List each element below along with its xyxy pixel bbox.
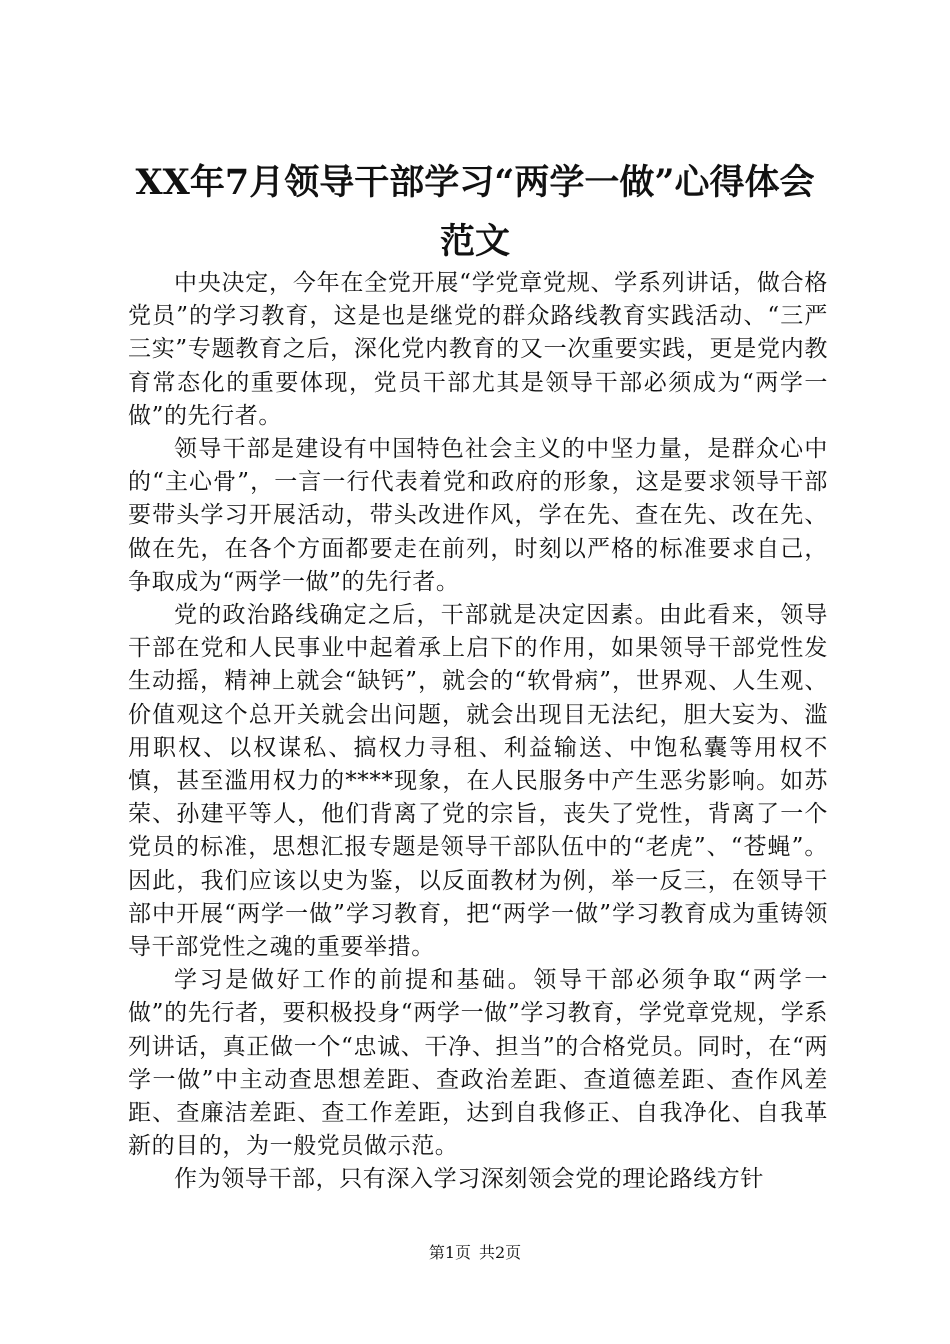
document-title-line-2: 范文 (439, 221, 510, 262)
paragraph-4: 学习是做好工作的前提和基础。领导干部必须争取“两学一做”的先行者，要积极投身“两学一做”学习教育，学党章党规，学系列讲话，真正做一个“忠诚、干净、担当”的合格党员。同时，在“两学一做”中主动查思想差距、查政治差距、查道德差距、查作风差距、查廉洁差距、查工作差距，达到自我修正、自我净化、自我革新的目的，为一般党员做示范。 (128, 967, 828, 1160)
document-title-line-1: XX年7月领导干部学习“两学一做”心得体会 (135, 162, 815, 203)
paragraph-3: 党的政治路线确定之后，干部就是决定因素。由此看来，领导干部在党和人民事业中起着承上启下的作用，如果领导干部党性发生动摇，精神上就会“缺钙”，就会的“软骨病”，世界观、人生观、价值观这个总开关就会出问题，就会出现目无法纪，胆大妄为、滥用职权、以权谋私、搞权力寻租、利益输送、中饱私囊等用权不慎，甚至滥用权力的****现象，在人民服务中产生恶劣影响。如苏荣、孙建平等人，他们背离了党的宗旨，丧失了党性，背离了一个党员的标准，思想汇报专题是领导干部队伍中的“老虎”、“苍蝇”。因此，我们应该以史为鉴，以反面教材为例，举一反三，在领导干部中开展“两学一做”学习教育，把“两学一做”学习教育成为重铸领导干部党性之魂的重要举措。 (128, 602, 828, 961)
paragraph-5: 作为领导干部，只有深入学习深刻领会党的理论路线方针 (174, 1166, 764, 1193)
document-body (128, 267, 828, 1197)
paragraph-1: 中央决定，今年在全党开展“学党章党规、学系列讲话，做合格党员”的学习教育，这是也是继党的群众路线教育实践活动、“三严三实”专题教育之后，深化党内教育的又一次重要实践，更是党内教育常态化的重要体现，党员干部尤其是领导干部必须成为“两学一做”的先行者。 (128, 270, 828, 429)
page-number-total: 共2页 (479, 1243, 522, 1262)
page-footer (0, 1243, 950, 1263)
page-number-current: 第1页 (428, 1243, 471, 1262)
paragraph-2: 领导干部是建设有中国特色社会主义的中坚力量，是群众心中的“主心骨”，一言一行代表着党和政府的形象，这是要求领导干部要带头学习开展活动，带头改进作风，学在先、查在先、改在先、做在先，在各个方面都要走在前列，时刻以严格的标准要求自己，争取成为“两学一做”的先行者。 (128, 436, 828, 595)
